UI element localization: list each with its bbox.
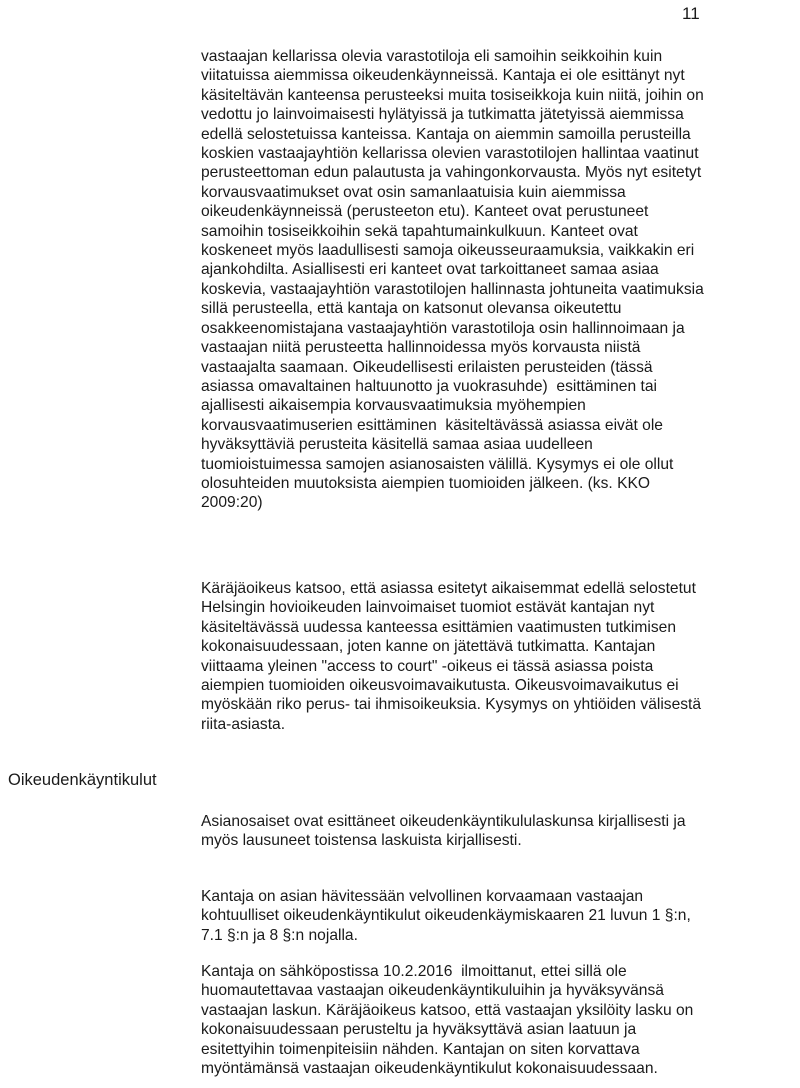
text-line: asiassa omavaltainen haltuunotto ja vuokrasuhde) esittäminen tai [201,377,657,395]
text-line: 7.1 §:n ja 8 §:n nojalla. [201,926,358,944]
text-line: vastaajalta saamaan. Oikeudellisesti erilaisten perusteiden (tässä [201,358,653,376]
text-line: sillä perusteella, että kantaja on katsonut olevansa oikeutettu [201,300,622,318]
text-line: koskien vastaajayhtiön kellarissa olevien varastotilojen hallintaa vaatinut [201,145,699,163]
text-line: aiempien tuomioiden oikeusvoimavaikutusta. Oikeusvoimavaikutus ei [201,677,679,695]
paragraph [201,47,704,513]
text-line: Asianosaiset ovat esittäneet oikeudenkäyntikululaskunsa kirjallisesti ja [201,813,686,830]
text-line: olosuhteiden muutoksista aiempien tuomioiden jälkeen. (ks. KKO [201,474,650,492]
text-line: osakkeenomistajana vastaajayhtiön varastotiloja osin hallinnoimaan ja [201,319,685,337]
text-line: oikeudenkäynneissä (perusteeton etu). Kanteet ovat perustuneet [201,203,649,221]
paragraph [201,887,691,945]
text-line: vastaajan laskun. Käräjäoikeus katsoo, että vastaajan yksilöity lasku on [201,1001,694,1019]
text-line: myöntämänsä vastaajan oikeudenkäyntikulut kokonaisuudessaan. [201,1060,658,1078]
text-line: korvausvaatimuserien esittäminen käsiteltävässä asiassa eivät ole [201,416,663,434]
paragraph [201,962,693,1078]
text-line: 2009:20) [201,494,263,512]
text-line: kohtuulliset oikeudenkäyntikulut oikeudenkäymiskaaren 21 luvun 1 §:n, [201,907,691,925]
text-line: Kantaja on asian hävitessään velvollinen korvaamaan vastaajan [201,888,644,905]
text-line: samoihin tosiseikkoihin sekä tapahtumainkulkuun. Kanteet ovat [201,222,638,240]
paragraph [201,812,686,851]
text-line: kokonaisuudessaan, joten kanne on jätettävä tutkimatta. Kantajan [201,638,656,656]
text-line: Helsingin hovioikeuden lainvoimaiset tuomiot estävät kantajan nyt [201,599,655,617]
text-line: esitettyihin toimenpiteisiin nähden. Kantajan on siten korvattava [201,1040,640,1058]
text-line: käsiteltävässä uudessa kanteessa esittämien vaatimusten tutkimisen [201,618,676,636]
text-line: huomautettavaa vastaajan oikeudenkäyntikuluihin ja hyväksyvänsä [201,982,664,1000]
text-line: Kantaja on sähköpostissa 10.2.2016 ilmoittanut, ettei sillä ole [201,963,627,980]
text-line: korvausvaatimukset ovat osin samanlaatuisia kuin aiemmissa [201,183,626,201]
text-line: käsiteltävän kanteensa perusteeksi muita tosiseikkoja kuin niitä, joihin on [201,86,704,104]
text-line: myös lausuneet toistensa laskuista kirjallisesti. [201,832,522,850]
text-line: koskeneet myös laadullisesti samoja oikeusseuraamuksia, vaikkakin eri [201,242,695,260]
text-line: myöskään riko perus- tai ihmisoikeuksia. Kysymys on yhtiöiden välisestä [201,696,702,714]
paragraph [201,579,701,734]
text-line: hyväksyttäviä perusteita käsitellä samaa asiaa uudelleen [201,436,593,454]
text-line: viittaama yleinen "access to court" -oikeus ei tässä asiassa poista [201,657,654,675]
text-line: vastaajan niitä perusteetta hallinnoidessa myös korvausta niistä [201,339,641,357]
text-line: ajankohdilta. Asiallisesti eri kanteet ovat tarkoittaneet samaa asiaa [201,261,659,279]
text-line: kokonaisuudessaan perusteltu ja hyväksyttävä asian laatuun ja [201,1021,637,1039]
text-line: tuomioistuimessa samojen asianosaisten välillä. Kysymys ei ole ollut [201,455,674,473]
text-line: riita-asiasta. [201,715,286,733]
section-heading: Oikeudenkäyntikulut [8,771,157,789]
text-line: edellä selostetuissa kanteissa. Kantaja on aiemmin samoilla perusteilla [201,125,691,143]
text-line: viitatuissa aiemmissa oikeudenkäynneissä. Kantaja ei ole esittänyt nyt [201,67,685,85]
text-line: Käräjäoikeus katsoo, että asiassa esitetyt aikaisemmat edellä selostetut [201,580,696,597]
page-number: 11 [682,4,700,23]
text-line: ajallisesti aikaisempia korvausvaatimuksia myöhempien [201,397,586,415]
text-line: vedottu jo lainvoimaisesti hylätyissä ja tutkimatta jätetyissä aiemmissa [201,106,684,124]
text-line: koskevia, vastaajayhtiön varastotilojen hallinnasta johtuneita vaatimuksia [201,280,704,298]
text-line: vastaajan kellarissa olevia varastotiloja eli samoihin seikkoihin kuin [201,48,663,65]
text-line: perusteettoman edun palautusta ja vahingonkorvausta. Myös nyt esitetyt [201,164,702,182]
